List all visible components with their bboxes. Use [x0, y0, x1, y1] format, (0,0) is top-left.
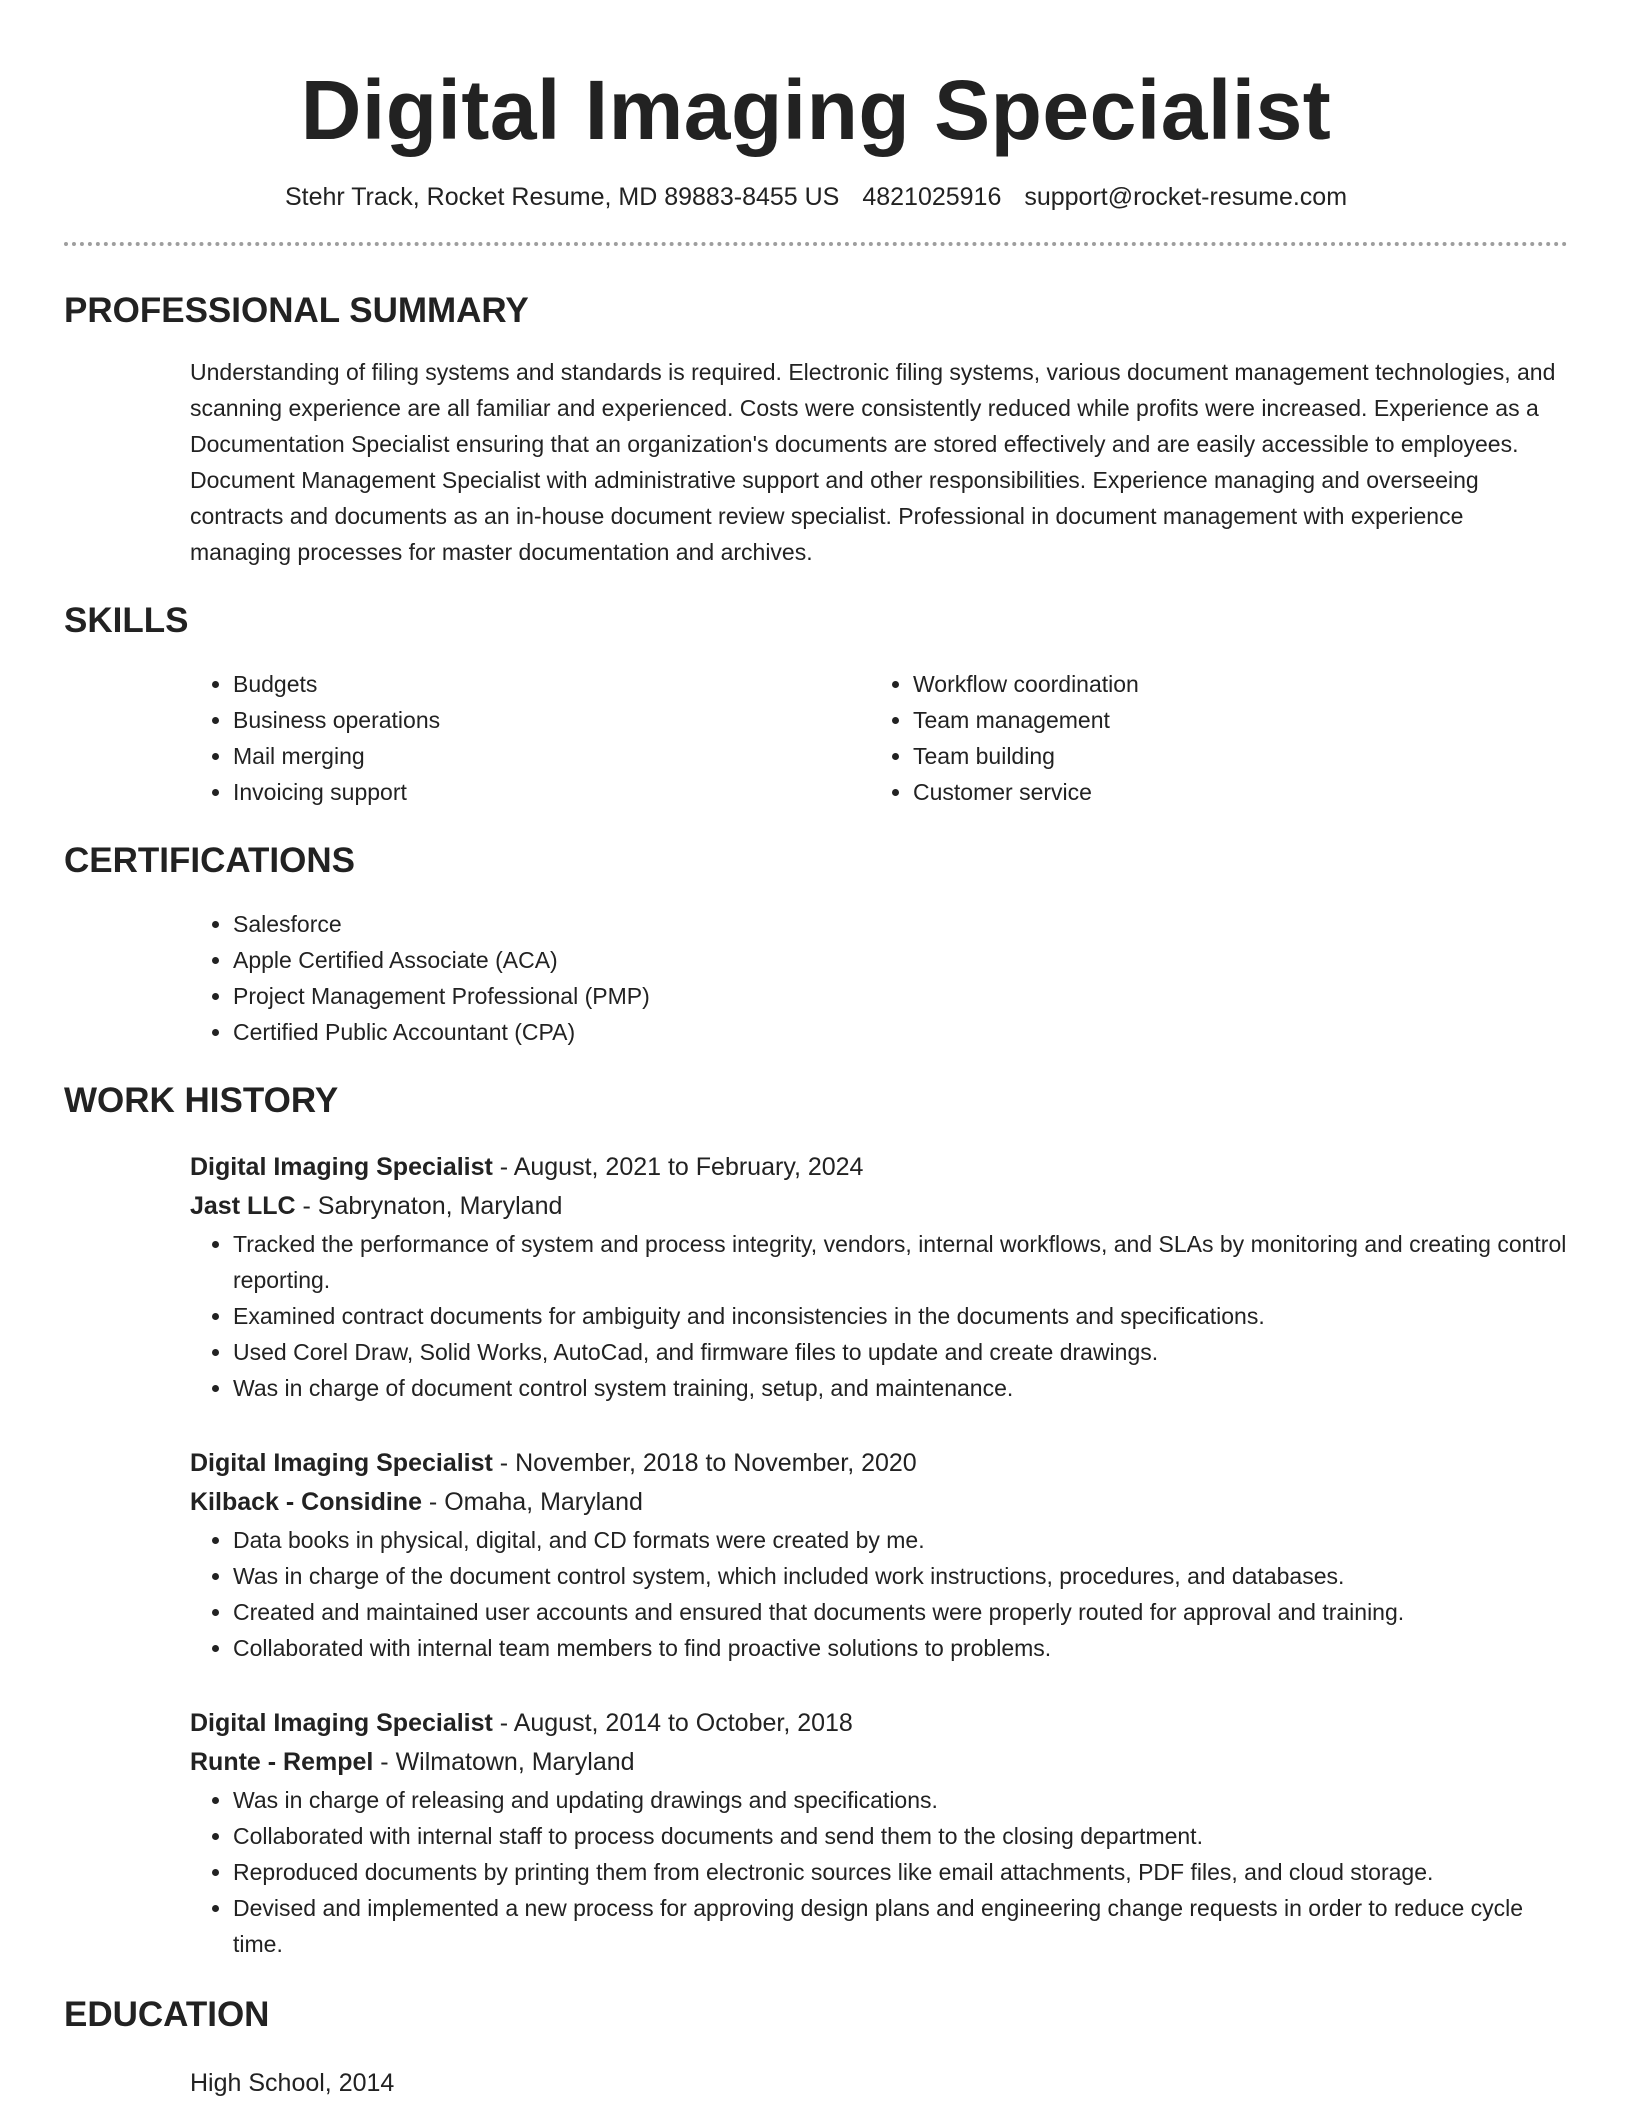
job-role: Digital Imaging Specialist — [190, 1152, 493, 1181]
resume-name: Digital Imaging Specialist — [300, 63, 1332, 157]
job-role: Digital Imaging Specialist — [190, 1448, 493, 1477]
certification-item: • Certified Public Accountant (CPA) — [233, 1014, 1568, 1050]
job-role: Digital Imaging Specialist — [190, 1708, 493, 1737]
contact-phone: 4821025916 — [862, 182, 1002, 211]
certifications-block — [190, 906, 1568, 1050]
job-dates: - August, 2021 to February, 2024 — [492, 1152, 864, 1181]
job-bullet: • Examined contract documents for ambiguity and inconsistencies in the documents and specifications. — [233, 1298, 1568, 1334]
certification-item: • Apple Certified Associate (ACA) — [233, 942, 1568, 978]
job-bullet: • Used Corel Draw, Solid Works, AutoCad, and firmware files to update and create drawings. — [233, 1334, 1568, 1370]
job-entry — [190, 1444, 1568, 1666]
job-bullet: • Created and maintained user accounts and ensured that documents were properly routed for approval and training. — [233, 1594, 1568, 1630]
job-dates: - August, 2014 to October, 2018 — [492, 1708, 853, 1737]
job-location: - Wilmatown, Maryland — [373, 1747, 635, 1776]
skill-item: • Team management — [913, 702, 1470, 738]
job-title-line — [190, 1704, 1568, 1743]
skill-item: • Team building — [913, 738, 1470, 774]
job-bullet: • Reproduced documents by printing them from electronic sources like email attachments, PDF files, and cloud storage. — [233, 1854, 1568, 1890]
job-bullets — [190, 1782, 1568, 1962]
job-bullet: • Was in charge of releasing and updating drawings and specifications. — [233, 1782, 1568, 1818]
job-company-line — [190, 1743, 1568, 1782]
job-bullets — [190, 1226, 1568, 1406]
job-company: Runte - Rempel — [190, 1747, 374, 1776]
skills-list-right — [870, 666, 1470, 810]
job-title-line — [190, 1444, 1568, 1483]
section-title-work-history: WORK HISTORY — [64, 1080, 339, 1120]
skill-item: • Business operations — [233, 702, 870, 738]
job-company: Kilback - Considine — [190, 1487, 422, 1516]
skills-grid — [190, 666, 1568, 810]
contact-address: Stehr Track, Rocket Resume, MD 89883-8455 US — [284, 182, 840, 211]
job-bullet: • Collaborated with internal team members to find proactive solutions to problems. — [233, 1630, 1568, 1666]
certification-item: • Project Management Professional (PMP) — [233, 978, 1568, 1014]
contact-email: support@rocket-resume.com — [1024, 182, 1348, 211]
section-title-certifications: CERTIFICATIONS — [64, 840, 356, 880]
job-bullet: • Devised and implemented a new process for approving design plans and engineering change requests in order to reduce cycle time. — [233, 1890, 1568, 1962]
contact-line — [64, 183, 1568, 212]
skill-item: • Workflow coordination — [913, 666, 1470, 702]
education-entry: High School, 2014 — [190, 2068, 395, 2097]
skill-item: • Invoicing support — [233, 774, 870, 810]
skill-item: • Mail merging — [233, 738, 870, 774]
header-divider — [64, 242, 1568, 246]
job-company-line — [190, 1483, 1568, 1522]
job-company-line — [190, 1187, 1568, 1226]
job-location: - Omaha, Maryland — [421, 1487, 643, 1516]
skills-list-left — [190, 666, 870, 810]
job-entry — [190, 1148, 1568, 1406]
job-bullet: • Data books in physical, digital, and CD formats were created by me. — [233, 1522, 1568, 1558]
skill-item: • Customer service — [913, 774, 1470, 810]
job-title-line — [190, 1148, 1568, 1187]
skill-item: • Budgets — [233, 666, 870, 702]
job-location: - Sabrynaton, Maryland — [295, 1191, 563, 1220]
summary-text: Understanding of filing systems and standards is required. Electronic filing systems, various document management technologies, and scanning experience are all familiar and experienced. Costs were consistently reduced while profits were increased. Experience as a Documentation Specialist ensuring that an organization's documents are stored effectively and are easily accessible to employees. Document Management Specialist with administrative support and other responsibilities. Experience managing and overseeing contracts and documents as an in-house document review specialist. Professional in document management with experience managing processes for master documentation and archives. — [190, 358, 1556, 565]
job-bullet: • Tracked the performance of system and process integrity, vendors, internal workflows, and SLAs by monitoring and creating control reporting. — [233, 1226, 1568, 1298]
section-title-education: EDUCATION — [64, 1994, 270, 2034]
job-bullet: • Was in charge of the document control system, which included work instructions, procedures, and databases. — [233, 1558, 1568, 1594]
job-bullet: • Was in charge of document control system training, setup, and maintenance. — [233, 1370, 1568, 1406]
section-title-summary: PROFESSIONAL SUMMARY — [64, 290, 529, 330]
job-bullet: • Collaborated with internal staff to process documents and send them to the closing department. — [233, 1818, 1568, 1854]
certification-item: • Salesforce — [233, 906, 1568, 942]
job-bullets — [190, 1522, 1568, 1666]
job-dates: - November, 2018 to November, 2020 — [492, 1448, 917, 1477]
section-title-skills: SKILLS — [64, 600, 189, 640]
job-entry — [190, 1704, 1568, 1962]
job-company: Jast LLC — [190, 1191, 296, 1220]
certifications-list — [190, 906, 1568, 1050]
